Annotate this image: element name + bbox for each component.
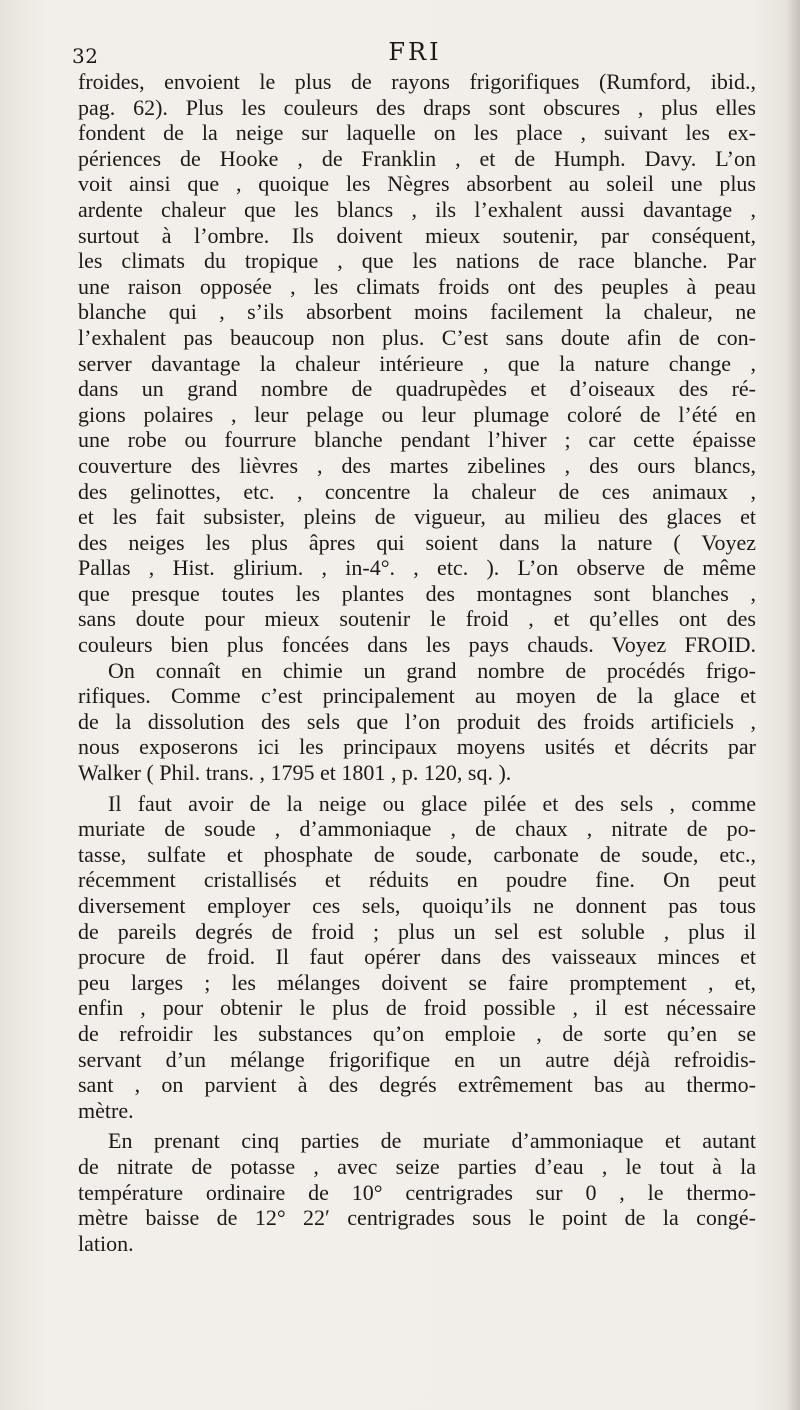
text-line: gions polaires , leur pelage ou leur plumage coloré de l’été en — [78, 401, 756, 427]
text-line: fondent de la neige sur laquelle on les place , suivant les ex- — [78, 120, 756, 146]
text-line: nous exposerons ici les principaux moyens usités et décrits par — [78, 734, 756, 760]
paragraph — [78, 791, 756, 1124]
text-line: rifiques. Comme c’est principalement au moyen de la glace et — [78, 683, 756, 709]
text-line: server davantage la chaleur intérieure , que la nature change , — [78, 350, 756, 376]
text-line: récemment cristallisés et réduits en poudre fine. On peut — [78, 867, 756, 893]
text-line: lation. — [78, 1230, 134, 1256]
text-line: des neiges les plus âpres qui soient dans la nature ( Voyez — [78, 529, 756, 555]
text-line: de la dissolution des sels que l’on produit des froids artificiels , — [78, 708, 756, 734]
text-line: En prenant cinq parties de muriate d’ammoniaque et autant — [108, 1128, 756, 1154]
text-line: pag. 62). Plus les couleurs des draps sont obscures , plus elles — [78, 94, 756, 120]
paragraph — [78, 69, 756, 658]
text-line: servant d’un mélange frigorifique en un autre déjà refroidis- — [78, 1046, 756, 1072]
text-line: Walker ( Phil. trans. , 1795 et 1801 , p. 120, sq. ). — [78, 760, 512, 786]
text-line: les climats du tropique , que les nations de race blanche. Par — [78, 248, 756, 274]
text-line: l’exhalent pas beaucoup non plus. C’est sans doute afin de con- — [78, 324, 756, 350]
page-gutter-shadow — [786, 0, 800, 1410]
text-line: de refroidir les substances qu’on emploie , de sorte qu’en se — [78, 1020, 756, 1046]
text-line: enfin , pour obtenir le plus de froid possible , il est nécessaire — [78, 995, 756, 1021]
text-line: de nitrate de potasse , avec seize parties d’eau , le tout à la — [78, 1153, 756, 1179]
body-text — [78, 69, 756, 1256]
text-line: ardente chaleur que les blancs , ils l’exhalent aussi davantage , — [78, 196, 756, 222]
page-number: 32 — [72, 44, 99, 68]
text-line: une robe ou fourrure blanche pendant l’hiver ; car cette épaisse — [78, 427, 756, 453]
text-line: muriate de soude , d’ammoniaque , de chaux , nitrate de po- — [78, 816, 756, 842]
text-line: que presque toutes les plantes des montagnes sont blanches , — [78, 580, 756, 606]
text-line: de pareils degrés de froid ; plus un sel est soluble , plus il — [78, 918, 756, 944]
text-line: blanche qui , s’ils absorbent moins facilement la chaleur, ne — [78, 299, 756, 325]
text-line: On connaît en chimie un grand nombre de procédés frigo- — [108, 657, 756, 683]
text-line: diversement employer ces sels, quoiqu’ils ne donnent pas tous — [78, 893, 756, 918]
text-line: sant , on parvient à des degrés extrêmement bas au thermo- — [78, 1072, 756, 1098]
text-line: surtout à l’ombre. Ils doivent mieux soutenir, par conséquent, — [78, 222, 756, 248]
paragraph — [78, 658, 756, 786]
text-line: mètre. — [78, 1097, 134, 1123]
text-line: Pallas , Hist. glirium. , in-4°. , etc. ). L’on observe de même — [78, 555, 756, 581]
text-line: périences de Hooke , de Franklin , et de Humph. Davy. L’on — [78, 145, 756, 171]
text-line: voit ainsi que , quoique les Nègres absorbent au soleil une plus — [78, 171, 756, 197]
text-line: des gelinottes, etc. , concentre la chaleur de ces animaux , — [78, 478, 756, 504]
paragraph — [78, 1128, 756, 1256]
text-line: mètre baisse de 12° 22ʹ centrigrades sous le point de la congé- — [78, 1205, 756, 1231]
text-line: température ordinaire de 10° centrigrades sur 0 , le thermo- — [78, 1179, 756, 1205]
text-line: une raison opposée , les climats froids ont des peuples à peau — [78, 273, 756, 299]
text-line: froides, envoient le plus de rayons frigorifiques (Rumford, ibid., — [78, 69, 756, 94]
text-line: et les fait subsister, pleins de vigueur, au milieu des glaces et — [78, 504, 756, 530]
text-line: procure de froid. Il faut opérer dans des vaisseaux minces et — [78, 944, 756, 970]
text-line: Il faut avoir de la neige ou glace pilée et des sels , comme — [108, 790, 756, 816]
text-line: couverture des lièvres , des martes zibelines , des ours blancs, — [78, 452, 756, 478]
running-head: FRI — [388, 38, 442, 66]
text-line: peu larges ; les mélanges doivent se faire promptement , et, — [78, 969, 756, 995]
text-line: dans un grand nombre de quadrupèdes et d’oiseaux des ré- — [78, 376, 756, 402]
text-line: sans doute pour mieux soutenir le froid , et qu’elles ont des — [78, 606, 756, 632]
text-line: couleurs bien plus foncées dans les pays chauds. Voyez FROID. — [78, 632, 756, 658]
text-line: tasse, sulfate et phosphate de soude, carbonate de soude, etc., — [78, 841, 756, 867]
